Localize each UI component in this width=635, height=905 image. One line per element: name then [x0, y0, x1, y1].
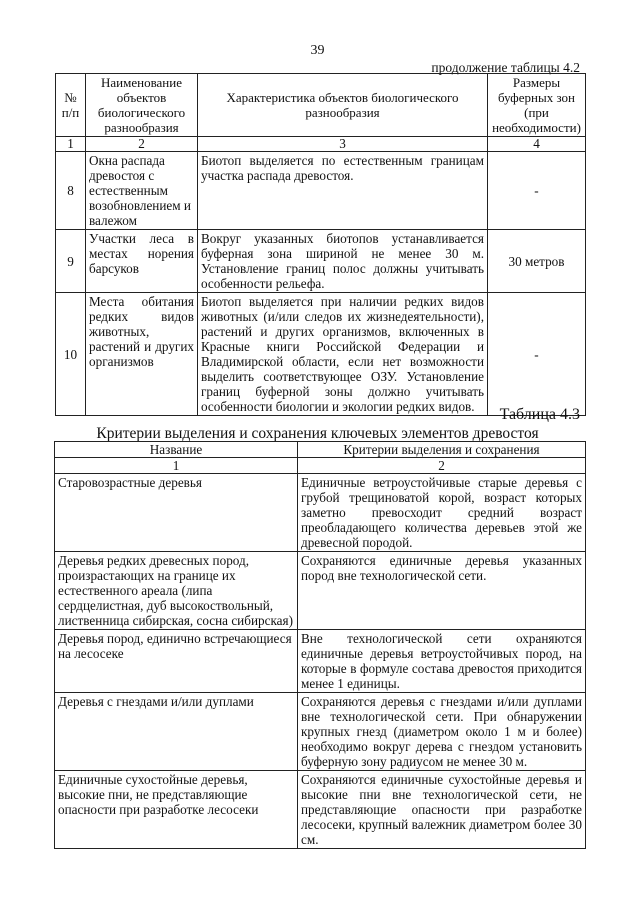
table-row [56, 152, 586, 230]
header-criteria: Критерии выделения и сохранения [298, 442, 586, 458]
column-number: 1 [56, 137, 86, 152]
element-criteria: Сохраняются единичные сухостойные деревья и высокие пни вне технологической сети, не представляющие опасности при разработке лесосеки, крупный валежник диаметром более 30 см. [298, 771, 586, 849]
object-characteristic: Биотоп выделяется по естественным границам участка распада древостоя. [198, 152, 488, 230]
element-name: Деревья с гнездами и/или дуплами [55, 693, 298, 771]
table-row [55, 630, 586, 693]
element-criteria: Единичные ветроустойчивые старые деревья с грубой трещиноватой корой, возраст которых заметно превосходит средний возраст преобладающего количества деревьев этой же древесной породой. [298, 474, 586, 552]
object-name: Места обитания редких видов животных, растений и других организмов [86, 293, 198, 416]
column-number: 2 [298, 458, 586, 474]
object-name: Участки леса в местах норения барсуков [86, 230, 198, 293]
row-number: 9 [56, 230, 86, 293]
element-criteria: Вне технологической сети охраняются единичные деревья ветроустойчивых пород, на которые в формуле состава древостоя приходится менее 1 единицы. [298, 630, 586, 693]
object-characteristic: Биотоп выделяется при наличии редких видов животных (и/или следов их жизнедеятельности), растений и других организмов, включенных в Красные книги Российской Федерации и Владимирской области, если нет возможности выделить соответствующее ОЗУ. Установление границ буферной зоны должно учитывать особенности биологии и экологии редких видов. [198, 293, 488, 416]
key-elements-table [54, 441, 586, 849]
object-name: Окна распада древостоя с естественным возобновлением и валежом [86, 152, 198, 230]
column-number: 2 [86, 137, 198, 152]
element-name: Единичные сухостойные деревья, высокие пни, не представляющие опасности при разработке лесосеки [55, 771, 298, 849]
table-title: Критерии выделения и сохранения ключевых элементов древостоя [96, 425, 539, 442]
row-number: 10 [56, 293, 86, 416]
header-buffer-size: Размеры буферных зон (при необходимости) [488, 74, 586, 137]
biodiversity-objects-table [55, 73, 586, 416]
element-name: Деревья пород, единично встречающиеся на лесосеке [55, 630, 298, 693]
column-number: 4 [488, 137, 586, 152]
buffer-size: - [488, 152, 586, 230]
header-characteristic: Характеристика объектов биологического разнообразия [198, 74, 488, 137]
object-characteristic: Вокруг указанных биотопов устанавливается буферная зона шириной не менее 30 м. Установление границ полос должны учитывать особенности рельефа. [198, 230, 488, 293]
buffer-size: - [488, 293, 586, 416]
element-name: Деревья редких древесных пород, произрастающих на границе их естественного ареала (липа сердцелистная, дуб высокоствольный, лиственница сибирская, сосна сибирская) [55, 552, 298, 630]
table-row [56, 230, 586, 293]
page-number: 39 [310, 43, 325, 58]
table-label: Таблица 4.3 [499, 406, 580, 423]
column-number: 1 [55, 458, 298, 474]
table-row [55, 693, 586, 771]
table-row [56, 293, 586, 416]
buffer-size: 30 метров [488, 230, 586, 293]
row-number: 8 [56, 152, 86, 230]
element-criteria: Сохраняются единичные деревья указанных пород вне технологической сети. [298, 552, 586, 630]
continuation-label: продолжение таблицы 4.2 [431, 60, 580, 75]
table-row [55, 771, 586, 849]
header-number: № п/п [56, 74, 86, 137]
column-number: 3 [198, 137, 488, 152]
table-row [55, 552, 586, 630]
element-name: Старовозрастные деревья [55, 474, 298, 552]
header-object-name: Наименование объектов биологического разнообразия [86, 74, 198, 137]
header-name: Название [55, 442, 298, 458]
element-criteria: Сохраняются деревья с гнездами и/или дуплами вне технологической сети. При обнаружении крупных гнезд (диаметром около 1 м и более) необходимо вокруг дерева с гнездом установить буферную зону радиусом не менее 30 м. [298, 693, 586, 771]
table-row [55, 474, 586, 552]
